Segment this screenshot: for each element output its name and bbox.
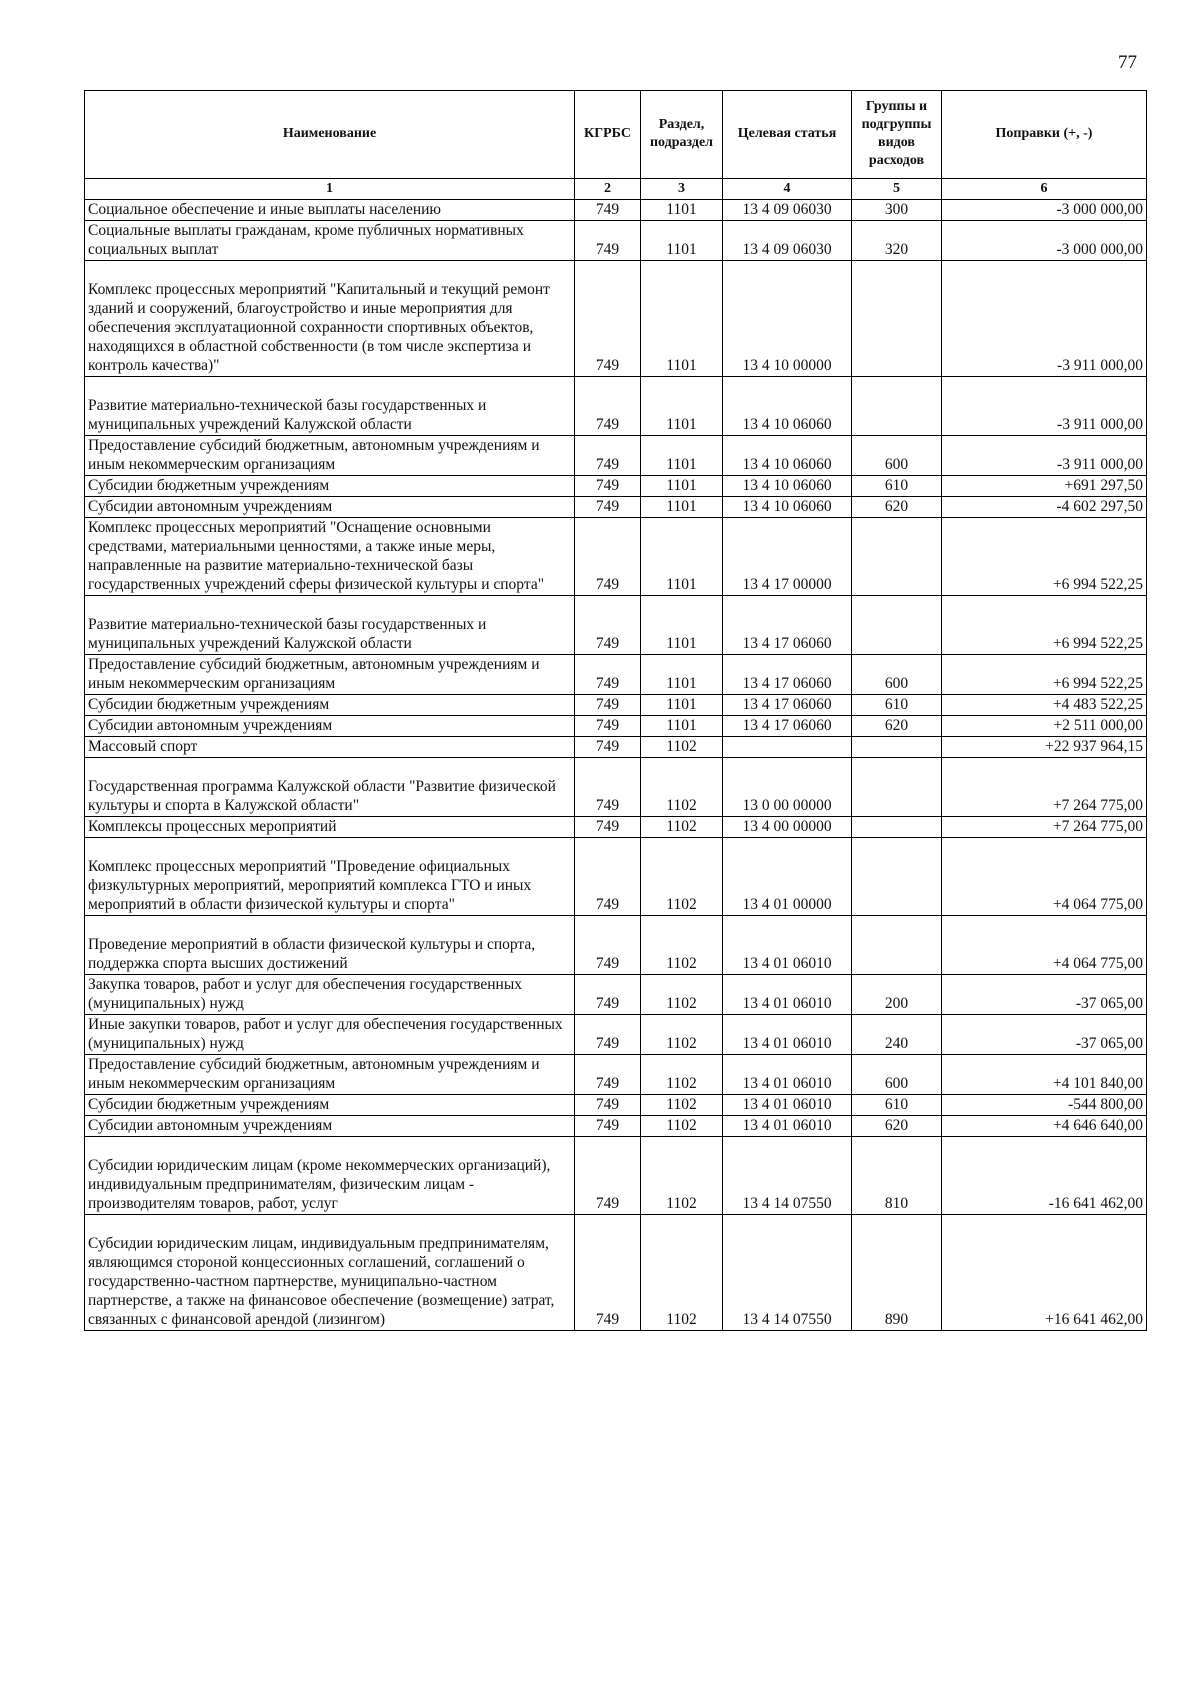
table-row bbox=[85, 200, 1147, 221]
row-razdel: 1102 bbox=[641, 916, 723, 975]
row-statya: 13 4 17 06060 bbox=[723, 716, 852, 737]
row-razdel: 1101 bbox=[641, 695, 723, 716]
row-kgrbs: 749 bbox=[575, 497, 641, 518]
row-amount: -3 000 000,00 bbox=[942, 200, 1147, 221]
row-name: Иные закупки товаров, работ и услуг для обеспечения государственных (муниципальных) нужд bbox=[85, 1015, 575, 1055]
row-statya: 13 4 14 07550 bbox=[723, 1215, 852, 1331]
table-row bbox=[85, 817, 1147, 838]
row-name: Социальное обеспечение и иные выплаты населению bbox=[85, 200, 575, 221]
row-vid: 810 bbox=[852, 1137, 942, 1215]
row-statya: 13 4 01 06010 bbox=[723, 916, 852, 975]
col-number: 1 bbox=[85, 179, 575, 200]
row-vid: 240 bbox=[852, 1015, 942, 1055]
row-razdel: 1102 bbox=[641, 737, 723, 758]
row-razdel: 1101 bbox=[641, 200, 723, 221]
row-kgrbs: 749 bbox=[575, 1015, 641, 1055]
row-razdel: 1102 bbox=[641, 1137, 723, 1215]
row-amount: -3 000 000,00 bbox=[942, 221, 1147, 261]
row-name: Субсидии автономным учреждениям bbox=[85, 1116, 575, 1137]
table-row bbox=[85, 497, 1147, 518]
row-name: Субсидии юридическим лицам (кроме некоммерческих организаций), индивидуальным предпринимателям, физическим лицам - производителям товаров, работ, услуг bbox=[85, 1137, 575, 1215]
table-row bbox=[85, 916, 1147, 975]
row-name: Социальные выплаты гражданам, кроме публичных нормативных социальных выплат bbox=[85, 221, 575, 261]
table-row bbox=[85, 1055, 1147, 1095]
row-amount: +4 483 522,25 bbox=[942, 695, 1147, 716]
row-name: Проведение мероприятий в области физической культуры и спорта, поддержка спорта высших достижений bbox=[85, 916, 575, 975]
row-statya: 13 4 01 00000 bbox=[723, 838, 852, 916]
row-amount: -3 911 000,00 bbox=[942, 436, 1147, 476]
row-amount: -16 641 462,00 bbox=[942, 1137, 1147, 1215]
row-name: Субсидии бюджетным учреждениям bbox=[85, 695, 575, 716]
row-razdel: 1101 bbox=[641, 655, 723, 695]
row-statya: 13 4 14 07550 bbox=[723, 1137, 852, 1215]
row-razdel: 1102 bbox=[641, 1215, 723, 1331]
table-row bbox=[85, 1116, 1147, 1137]
table-row bbox=[85, 1215, 1147, 1331]
row-name: Предоставление субсидий бюджетным, автономным учреждениям и иным некоммерческим организациям bbox=[85, 1055, 575, 1095]
table-row bbox=[85, 1015, 1147, 1055]
row-amount: -37 065,00 bbox=[942, 975, 1147, 1015]
row-kgrbs: 749 bbox=[575, 261, 641, 377]
row-statya: 13 4 10 06060 bbox=[723, 377, 852, 436]
row-razdel: 1101 bbox=[641, 436, 723, 476]
row-statya: 13 4 10 06060 bbox=[723, 436, 852, 476]
row-kgrbs: 749 bbox=[575, 838, 641, 916]
header-statya: Целевая статья bbox=[723, 91, 852, 179]
row-amount: +6 994 522,25 bbox=[942, 596, 1147, 655]
row-name: Развитие материально-технической базы государственных и муниципальных учреждений Калужской области bbox=[85, 377, 575, 436]
row-vid bbox=[852, 916, 942, 975]
row-statya: 13 4 17 00000 bbox=[723, 518, 852, 596]
row-vid: 620 bbox=[852, 497, 942, 518]
row-kgrbs: 749 bbox=[575, 716, 641, 737]
row-vid: 620 bbox=[852, 1116, 942, 1137]
row-name: Комплексы процессных мероприятий bbox=[85, 817, 575, 838]
header-row bbox=[85, 91, 1147, 179]
row-razdel: 1101 bbox=[641, 596, 723, 655]
table-row bbox=[85, 377, 1147, 436]
row-kgrbs: 749 bbox=[575, 737, 641, 758]
row-name: Субсидии бюджетным учреждениям bbox=[85, 1095, 575, 1116]
row-amount: +4 064 775,00 bbox=[942, 838, 1147, 916]
row-amount: +22 937 964,15 bbox=[942, 737, 1147, 758]
row-vid: 610 bbox=[852, 695, 942, 716]
row-vid: 600 bbox=[852, 655, 942, 695]
row-razdel: 1102 bbox=[641, 1095, 723, 1116]
row-kgrbs: 749 bbox=[575, 476, 641, 497]
row-statya: 13 4 10 06060 bbox=[723, 476, 852, 497]
row-statya: 13 4 01 06010 bbox=[723, 1116, 852, 1137]
row-amount: +7 264 775,00 bbox=[942, 817, 1147, 838]
row-razdel: 1102 bbox=[641, 817, 723, 838]
table-row bbox=[85, 596, 1147, 655]
row-name: Развитие материально-технической базы государственных и муниципальных учреждений Калужской области bbox=[85, 596, 575, 655]
row-razdel: 1102 bbox=[641, 838, 723, 916]
row-statya: 13 4 10 00000 bbox=[723, 261, 852, 377]
table-row bbox=[85, 655, 1147, 695]
row-amount: +7 264 775,00 bbox=[942, 758, 1147, 817]
row-kgrbs: 749 bbox=[575, 200, 641, 221]
table-row bbox=[85, 261, 1147, 377]
row-name: Массовый спорт bbox=[85, 737, 575, 758]
row-amount: -544 800,00 bbox=[942, 1095, 1147, 1116]
col-number: 2 bbox=[575, 179, 641, 200]
row-amount: -37 065,00 bbox=[942, 1015, 1147, 1055]
row-vid: 890 bbox=[852, 1215, 942, 1331]
table-row bbox=[85, 975, 1147, 1015]
table-row bbox=[85, 1095, 1147, 1116]
row-vid bbox=[852, 838, 942, 916]
row-statya: 13 0 00 00000 bbox=[723, 758, 852, 817]
table-row bbox=[85, 1137, 1147, 1215]
row-kgrbs: 749 bbox=[575, 1116, 641, 1137]
row-name: Закупка товаров, работ и услуг для обеспечения государственных (муниципальных) нужд bbox=[85, 975, 575, 1015]
row-kgrbs: 749 bbox=[575, 975, 641, 1015]
col-number: 4 bbox=[723, 179, 852, 200]
row-kgrbs: 749 bbox=[575, 377, 641, 436]
row-kgrbs: 749 bbox=[575, 436, 641, 476]
row-statya: 13 4 09 06030 bbox=[723, 221, 852, 261]
row-amount: -4 602 297,50 bbox=[942, 497, 1147, 518]
row-vid bbox=[852, 737, 942, 758]
row-kgrbs: 749 bbox=[575, 916, 641, 975]
row-kgrbs: 749 bbox=[575, 1137, 641, 1215]
row-vid bbox=[852, 817, 942, 838]
row-razdel: 1101 bbox=[641, 261, 723, 377]
row-razdel: 1102 bbox=[641, 975, 723, 1015]
table-row bbox=[85, 476, 1147, 497]
row-statya: 13 4 17 06060 bbox=[723, 655, 852, 695]
row-amount: -3 911 000,00 bbox=[942, 377, 1147, 436]
col-number: 5 bbox=[852, 179, 942, 200]
row-statya: 13 4 01 06010 bbox=[723, 1015, 852, 1055]
table-row bbox=[85, 737, 1147, 758]
row-statya: 13 4 09 06030 bbox=[723, 200, 852, 221]
row-vid bbox=[852, 261, 942, 377]
row-vid: 610 bbox=[852, 476, 942, 497]
table-row bbox=[85, 695, 1147, 716]
row-amount: +2 511 000,00 bbox=[942, 716, 1147, 737]
row-vid bbox=[852, 377, 942, 436]
budget-amendments-table bbox=[84, 90, 1147, 1331]
row-name: Субсидии бюджетным учреждениям bbox=[85, 476, 575, 497]
row-name: Комплекс процессных мероприятий "Капитальный и текущий ремонт зданий и сооружений, благоустройство и иные мероприятия для обеспечения эксплуатационной сохранности спортивных объектов, находящихся в областной собственности (в том числе экспертиза и контроль качества)" bbox=[85, 261, 575, 377]
header-amount: Поправки (+, -) bbox=[942, 91, 1147, 179]
page-number: 77 bbox=[1118, 52, 1137, 73]
row-name: Предоставление субсидий бюджетным, автономным учреждениям и иным некоммерческим организациям bbox=[85, 436, 575, 476]
row-amount: +4 064 775,00 bbox=[942, 916, 1147, 975]
row-vid: 200 bbox=[852, 975, 942, 1015]
row-name: Предоставление субсидий бюджетным, автономным учреждениям и иным некоммерческим организациям bbox=[85, 655, 575, 695]
row-amount: +691 297,50 bbox=[942, 476, 1147, 497]
row-statya: 13 4 10 06060 bbox=[723, 497, 852, 518]
table-row bbox=[85, 436, 1147, 476]
row-razdel: 1101 bbox=[641, 518, 723, 596]
row-vid bbox=[852, 518, 942, 596]
row-kgrbs: 749 bbox=[575, 518, 641, 596]
row-amount: +4 101 840,00 bbox=[942, 1055, 1147, 1095]
row-vid bbox=[852, 758, 942, 817]
row-vid: 620 bbox=[852, 716, 942, 737]
col-number: 6 bbox=[942, 179, 1147, 200]
table-row bbox=[85, 758, 1147, 817]
row-kgrbs: 749 bbox=[575, 758, 641, 817]
row-amount: +6 994 522,25 bbox=[942, 655, 1147, 695]
row-razdel: 1101 bbox=[641, 476, 723, 497]
row-kgrbs: 749 bbox=[575, 1215, 641, 1331]
row-amount: +4 646 640,00 bbox=[942, 1116, 1147, 1137]
column-number-row bbox=[85, 179, 1147, 200]
row-name: Субсидии юридическим лицам, индивидуальным предпринимателям, являющимся стороной концессионных соглашений, соглашений о государственно-частном партнерстве, муниципально-частном партнерстве, а также на финансовое обеспечение (возмещение) затрат, связанных с финансовой арендой (лизингом) bbox=[85, 1215, 575, 1331]
col-number: 3 bbox=[641, 179, 723, 200]
table-row bbox=[85, 716, 1147, 737]
row-name: Субсидии автономным учреждениям bbox=[85, 716, 575, 737]
row-kgrbs: 749 bbox=[575, 1095, 641, 1116]
row-name: Субсидии автономным учреждениям bbox=[85, 497, 575, 518]
row-razdel: 1101 bbox=[641, 716, 723, 737]
row-vid: 600 bbox=[852, 1055, 942, 1095]
row-name: Государственная программа Калужской области "Развитие физической культуры и спорта в Калужской области" bbox=[85, 758, 575, 817]
row-razdel: 1102 bbox=[641, 1116, 723, 1137]
row-amount: +16 641 462,00 bbox=[942, 1215, 1147, 1331]
row-statya: 13 4 01 06010 bbox=[723, 1095, 852, 1116]
table-row bbox=[85, 838, 1147, 916]
row-kgrbs: 749 bbox=[575, 1055, 641, 1095]
row-vid: 600 bbox=[852, 436, 942, 476]
row-amount: -3 911 000,00 bbox=[942, 261, 1147, 377]
header-kgrbs: КГРБС bbox=[575, 91, 641, 179]
header-vid: Группы и подгруппы видов расходов bbox=[852, 91, 942, 179]
row-kgrbs: 749 bbox=[575, 695, 641, 716]
table-row bbox=[85, 221, 1147, 261]
row-vid: 610 bbox=[852, 1095, 942, 1116]
row-razdel: 1101 bbox=[641, 221, 723, 261]
row-kgrbs: 749 bbox=[575, 596, 641, 655]
row-statya: 13 4 17 06060 bbox=[723, 695, 852, 716]
row-razdel: 1102 bbox=[641, 1055, 723, 1095]
row-kgrbs: 749 bbox=[575, 221, 641, 261]
row-statya: 13 4 17 06060 bbox=[723, 596, 852, 655]
table-row bbox=[85, 518, 1147, 596]
row-kgrbs: 749 bbox=[575, 655, 641, 695]
row-statya: 13 4 01 06010 bbox=[723, 975, 852, 1015]
header-name: Наименование bbox=[85, 91, 575, 179]
row-name: Комплекс процессных мероприятий "Проведение официальных физкультурных мероприятий, мероприятий комплекса ГТО и иных мероприятий в области физической культуры и спорта" bbox=[85, 838, 575, 916]
header-razdel: Раздел, подраздел bbox=[641, 91, 723, 179]
row-kgrbs: 749 bbox=[575, 817, 641, 838]
row-statya bbox=[723, 737, 852, 758]
row-vid: 320 bbox=[852, 221, 942, 261]
row-razdel: 1101 bbox=[641, 377, 723, 436]
row-amount: +6 994 522,25 bbox=[942, 518, 1147, 596]
row-statya: 13 4 01 06010 bbox=[723, 1055, 852, 1095]
row-razdel: 1101 bbox=[641, 497, 723, 518]
row-vid: 300 bbox=[852, 200, 942, 221]
row-statya: 13 4 00 00000 bbox=[723, 817, 852, 838]
row-razdel: 1102 bbox=[641, 1015, 723, 1055]
row-razdel: 1102 bbox=[641, 758, 723, 817]
row-vid bbox=[852, 596, 942, 655]
row-name: Комплекс процессных мероприятий "Оснащение основными средствами, материальными ценностями, а также иные меры, направленные на развитие материально-технической базы государственных учреждений сферы физической культуры и спорта" bbox=[85, 518, 575, 596]
